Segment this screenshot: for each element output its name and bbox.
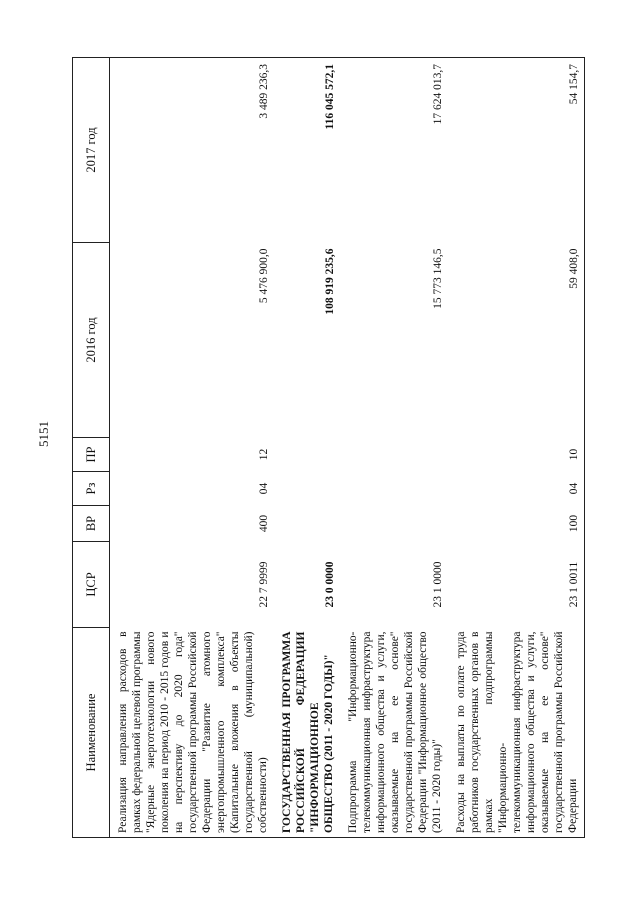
row-vr [340,506,448,542]
row-rz [340,472,448,506]
row-vr: 100 [448,506,585,542]
row-name: Расходы на выплаты по оплате труда работников государственных органов в рамках подпрограммы "Информационно-телекоммуникационная инфраструктура информационного общества и услуги, оказываемые на ее основе" государственной программы Российской Федерации [448,628,585,838]
table-row [448,58,585,838]
row-vr [274,506,340,542]
row-rz: 04 [448,472,585,506]
row-2016: 59 408,0 [448,243,585,438]
header-csr: ЦСР [73,542,110,628]
table-header-row [73,58,110,838]
header-2017: 2017 год [73,58,110,243]
row-rz [274,472,340,506]
table-row [340,58,448,838]
header-2016: 2016 год [73,243,110,438]
row-name: ГОСУДАРСТВЕННАЯ ПРОГРАММА РОССИЙСКОЙ ФЕДЕРАЦИИ "ИНФОРМАЦИОННОЕ ОБЩЕСТВО (2011 - 2020 ГОДЫ)" [274,628,340,838]
row-csr: 23 1 0011 [448,542,585,628]
header-vr: ВР [73,506,110,542]
row-pr [340,438,448,472]
row-2017: 116 045 572,1 [274,58,340,243]
row-csr: 23 1 0000 [432,561,444,608]
row-name: Реализация направления расходов в рамках федеральной целевой программы "Ядерные энерготехнологии нового поколения на период 2010 - 2015 годов и на перспективу до 2020 года" государственной программы Российской Федерации "Развитие атомного энергопромышленного комплекса" (Капитальные вложения в объекты государственной (муниципальной) собственности) [110,628,275,838]
budget-table-sheet [72,58,612,838]
row-csr: 23 0 0000 [324,561,336,608]
row-rz: 04 [258,482,270,495]
row-2016: 5 476 900,0 [258,248,270,304]
row-vr: 400 [258,514,270,533]
row-2016: 15 773 146,5 [432,248,444,309]
row-name: Подпрограмма "Информационно-телекоммуникационная инфраструктура информационного общества и услуги, оказываемые на ее основе" государственной программы Российской Федерации "Информационное общество (2011 - 2020 годы)" [340,628,448,838]
table-row [110,58,275,838]
budget-table [72,57,585,838]
row-2016: 108 919 235,6 [324,248,336,315]
row-pr [274,438,340,472]
row-pr: 10 [448,438,585,472]
row-2017: 54 154,7 [448,58,585,243]
header-name: Наименование [73,628,110,838]
table-row [274,58,340,838]
row-2017: 17 624 013,7 [340,58,448,243]
header-pr: ПР [73,438,110,472]
page-number: 5151 [36,421,51,447]
row-csr: 22 7 9999 [258,561,270,608]
header-rz: Рз [73,472,110,506]
row-pr: 12 [258,448,270,461]
row-2017: 3 489 236,3 [110,58,275,243]
